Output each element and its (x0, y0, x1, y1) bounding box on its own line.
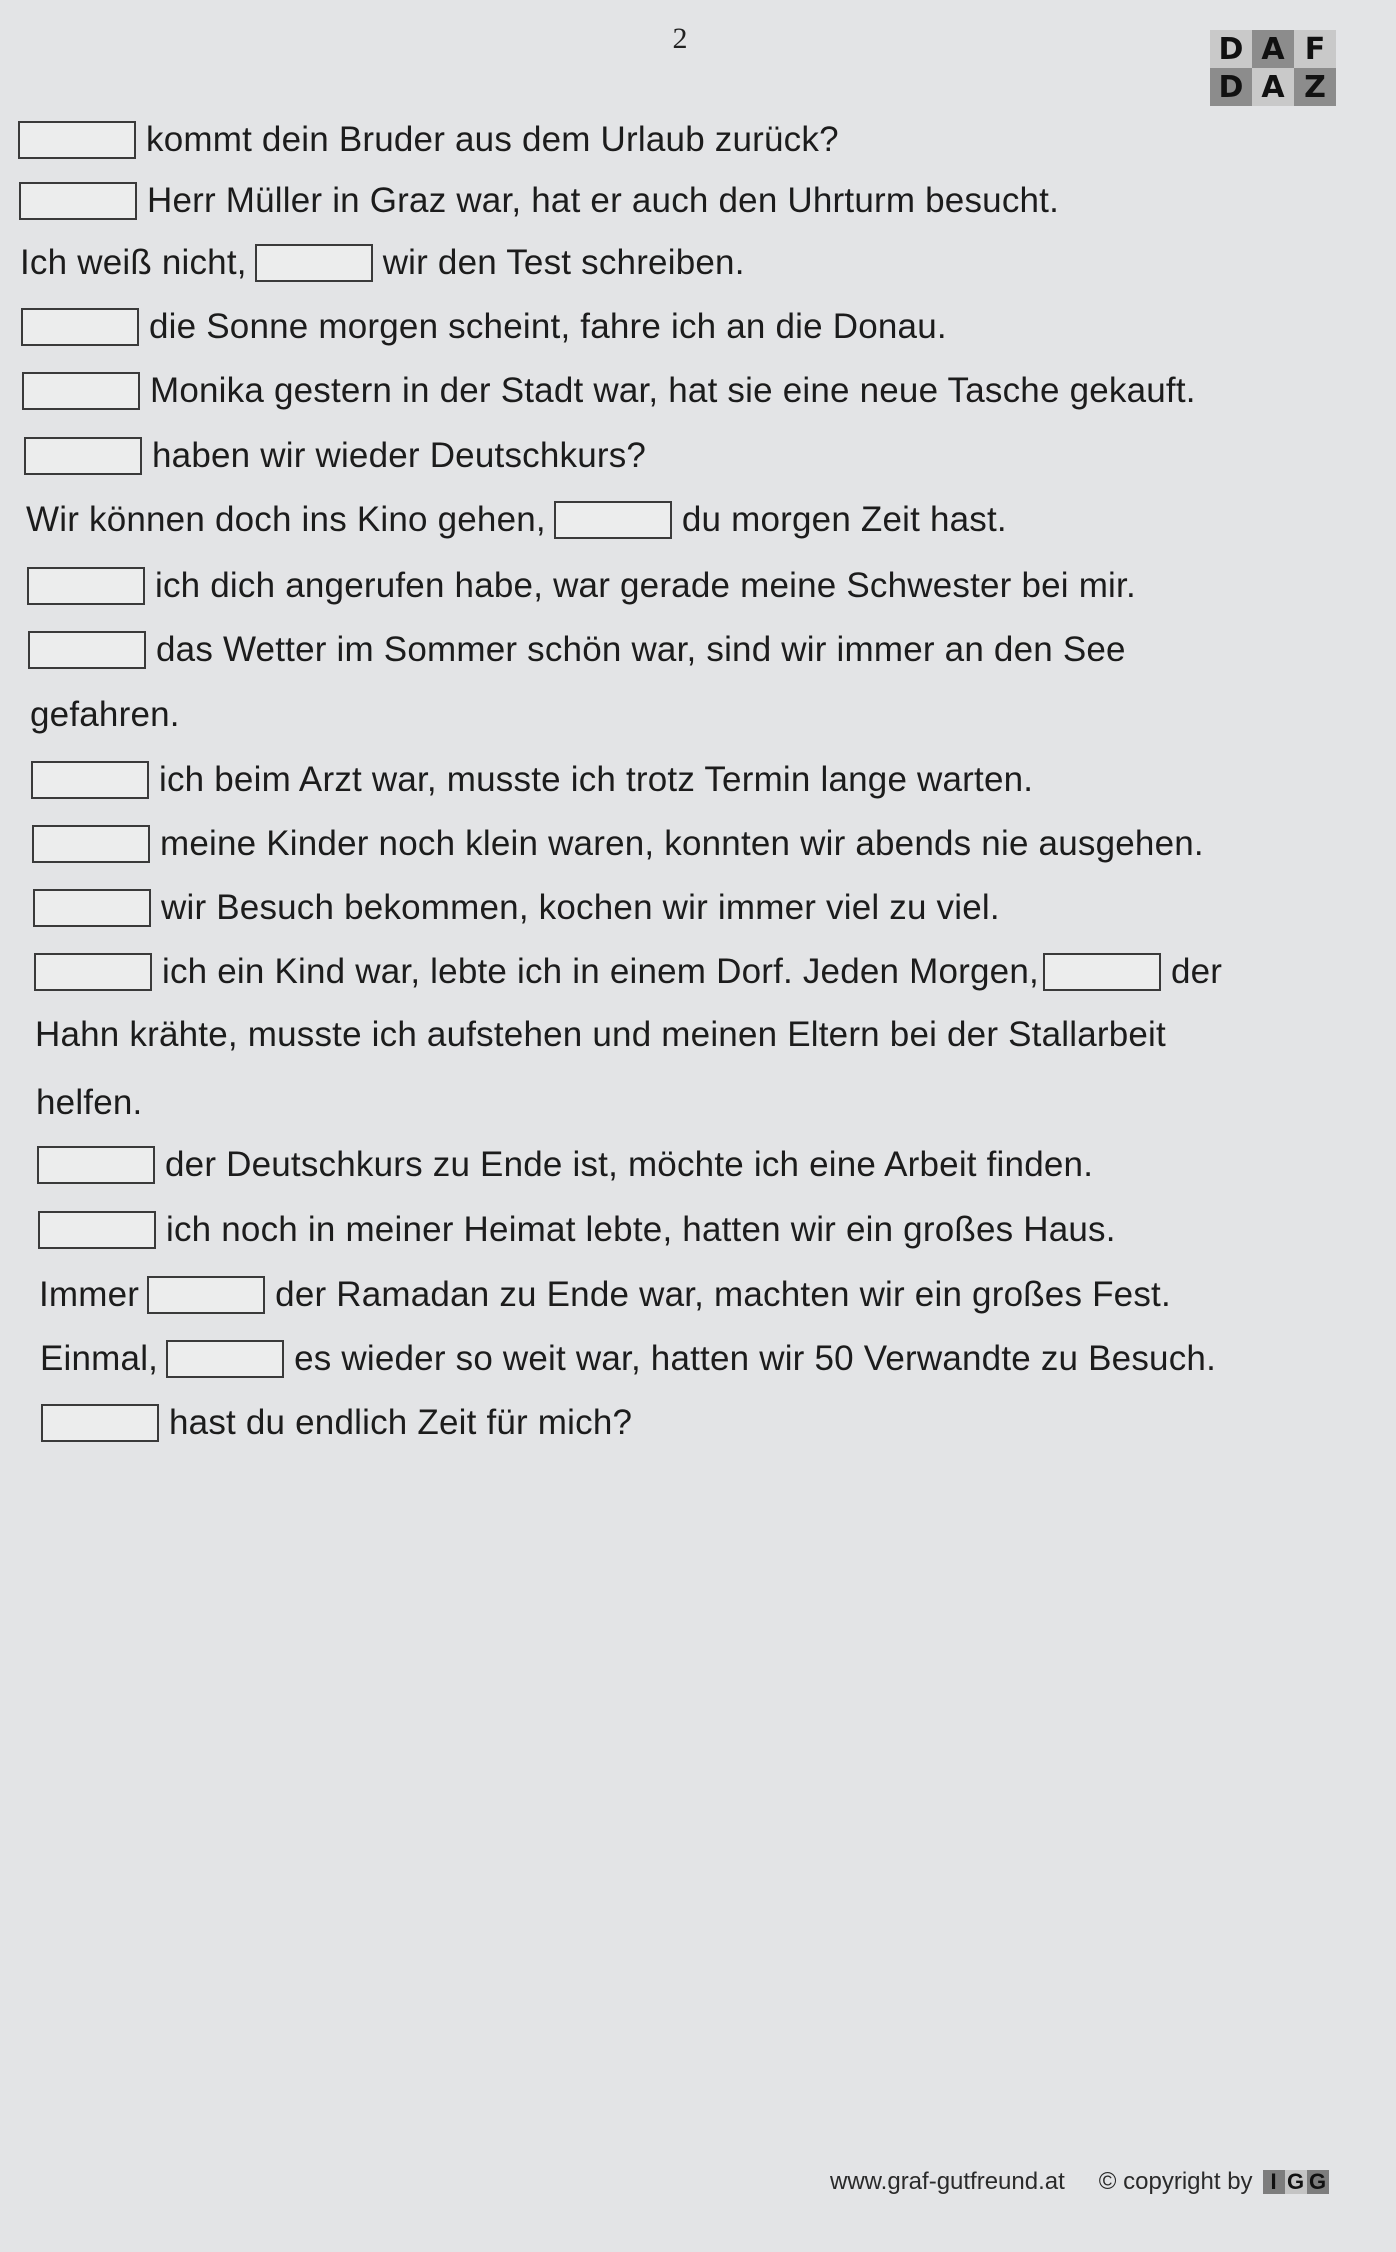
logo-letter: A (1252, 30, 1294, 68)
sentence-text: ich noch in meiner Heimat lebte, hatten wir ein großes Haus. (166, 1210, 1116, 1249)
sentence-text: haben wir wieder Deutschkurs? (152, 436, 647, 475)
sentence-text: der (1170, 952, 1223, 991)
answer-blank[interactable] (33, 889, 151, 927)
exercise-sentence-8 (27, 561, 1136, 611)
sentence-text: Herr Müller in Graz war, hat er auch den Uhrturm besucht. (147, 181, 1060, 220)
answer-blank[interactable] (21, 308, 139, 346)
answer-blank[interactable] (32, 825, 150, 863)
page-number: 2 (672, 22, 688, 55)
answer-blank[interactable] (24, 437, 142, 475)
sentence-text: die Sonne morgen scheint, fahre ich an die Donau. (149, 307, 947, 346)
sentence-text: ich dich angerufen habe, war gerade meine Schwester bei mir. (155, 566, 1136, 605)
exercise-sentence-11 (32, 819, 1204, 869)
exercise-sentence-9 (28, 625, 1126, 675)
answer-blank[interactable] (1043, 953, 1161, 991)
exercise-sentence-14 (37, 1140, 1093, 1190)
page-footer (830, 2168, 1329, 2196)
igg-logo (1263, 2170, 1329, 2194)
exercise-sentence-6 (24, 431, 646, 481)
sentence-text: helfen. (36, 1083, 143, 1122)
answer-blank[interactable] (41, 1404, 159, 1442)
exercise-sentence-15 (38, 1205, 1116, 1255)
answer-blank[interactable] (34, 953, 152, 991)
website-link[interactable]: www.graf-gutfreund.at (830, 2168, 1065, 2195)
answer-blank[interactable] (28, 631, 146, 669)
logo-letter: Z (1294, 68, 1336, 106)
answer-blank[interactable] (166, 1340, 284, 1378)
sentence-text: gefahren. (30, 695, 180, 734)
answer-blank[interactable] (31, 761, 149, 799)
answer-blank[interactable] (37, 1146, 155, 1184)
daf-daz-logo (1210, 30, 1336, 106)
logo-letter: A (1252, 68, 1294, 106)
igg-letter: I (1263, 2170, 1285, 2194)
logo-letter: D (1210, 30, 1252, 68)
sentence-text: Wir können doch ins Kino gehen, (26, 500, 546, 539)
answer-blank[interactable] (38, 1211, 156, 1249)
igg-letter: G (1307, 2170, 1329, 2194)
exercise-sentence-13-end (36, 1078, 143, 1128)
sentence-text: das Wetter im Sommer schön war, sind wir immer an den See (156, 630, 1126, 669)
answer-blank[interactable] (554, 501, 672, 539)
sentence-text: der Deutschkurs zu Ende ist, möchte ich eine Arbeit finden. (165, 1145, 1094, 1184)
answer-blank[interactable] (22, 372, 140, 410)
exercise-sentence-10 (31, 755, 1033, 805)
copyright-text: © copyright by (1098, 2168, 1253, 2195)
igg-letter: G (1285, 2170, 1307, 2194)
sentence-text: kommt dein Bruder aus dem Urlaub zurück? (146, 120, 839, 159)
exercise-sentence-2 (19, 176, 1059, 226)
exercise-sentence-7 (26, 495, 1007, 545)
answer-blank[interactable] (19, 182, 137, 220)
answer-blank[interactable] (27, 567, 145, 605)
sentence-text: Ich weiß nicht, (20, 243, 247, 282)
sentence-text: der Ramadan zu Ende war, machten wir ein großes Fest. (275, 1275, 1171, 1314)
answer-blank[interactable] (255, 244, 373, 282)
sentence-text: meine Kinder noch klein waren, konnten wir abends nie ausgehen. (160, 824, 1204, 863)
sentence-text: wir den Test schreiben. (382, 243, 745, 282)
exercise-sentence-12 (33, 883, 1000, 933)
sentence-text: Hahn krähte, musste ich aufstehen und meinen Eltern bei der Stallarbeit (35, 1015, 1166, 1054)
answer-blank[interactable] (18, 121, 136, 159)
sentence-text: ich beim Arzt war, musste ich trotz Termin lange warten. (159, 760, 1034, 799)
exercise-sentence-1 (18, 115, 839, 165)
answer-blank[interactable] (147, 1276, 265, 1314)
sentence-text: Monika gestern in der Stadt war, hat sie eine neue Tasche gekauft. (150, 371, 1196, 410)
exercise-sentence-9-continued (30, 690, 180, 740)
exercise-sentence-13 (34, 947, 1222, 997)
sentence-text: es wieder so weit war, hatten wir 50 Verwandte zu Besuch. (294, 1339, 1216, 1378)
sentence-text: Immer (39, 1275, 140, 1314)
exercise-sentence-17 (40, 1334, 1216, 1384)
sentence-text: wir Besuch bekommen, kochen wir immer viel zu viel. (161, 888, 1000, 927)
logo-letter: F (1294, 30, 1336, 68)
sentence-text: du morgen Zeit hast. (681, 500, 1007, 539)
exercise-sentence-5 (22, 366, 1196, 416)
logo-letter: D (1210, 68, 1252, 106)
exercise-sentence-13-continued (35, 1010, 1166, 1060)
exercise-sentence-3 (20, 238, 745, 288)
exercise-sentence-16 (39, 1270, 1171, 1320)
sentence-text: ich ein Kind war, lebte ich in einem Dorf. Jeden Morgen, (162, 952, 1039, 991)
exercise-sentence-18 (41, 1398, 632, 1448)
exercise-sentence-4 (21, 302, 947, 352)
sentence-text: hast du endlich Zeit für mich? (169, 1403, 633, 1442)
sentence-text: Einmal, (40, 1339, 159, 1378)
